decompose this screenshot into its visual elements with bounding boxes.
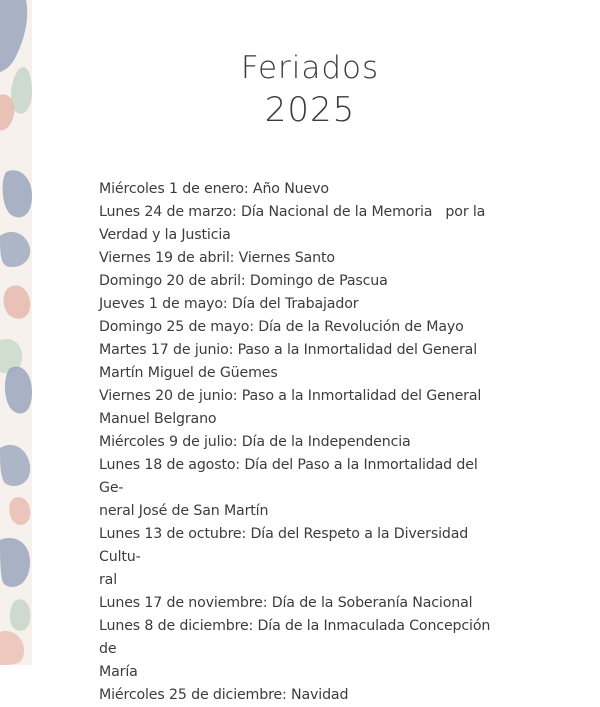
document-page — [32, 0, 600, 703]
page-year: 2025 — [264, 90, 356, 130]
holiday-item — [99, 523, 499, 592]
holiday-line: Martín Miguel de Güemes — [99, 365, 278, 381]
holiday-item — [99, 454, 499, 523]
holiday-item — [99, 201, 499, 247]
holiday-line: Miércoles 9 de julio: Día de la Independencia — [99, 434, 411, 450]
holiday-item — [99, 592, 499, 615]
holiday-line: Jueves 1 de mayo: Día del Trabajador — [99, 296, 359, 312]
decor-shape — [0, 445, 30, 486]
holiday-item — [99, 431, 499, 454]
holiday-item — [99, 178, 499, 201]
holiday-line: Miércoles 1 de enero: Año Nuevo — [99, 181, 329, 197]
decor-shape — [0, 631, 24, 665]
holiday-line: Martes 17 de junio: Paso a la Inmortalidad del General — [99, 342, 478, 358]
holiday-line: ral — [99, 572, 118, 588]
decor-shape — [0, 232, 30, 267]
decor-shape — [4, 285, 31, 318]
holiday-item — [99, 316, 499, 339]
holiday-item — [99, 684, 499, 707]
holiday-line: María — [99, 664, 138, 680]
holiday-line: Miércoles 25 de diciembre: Navidad — [99, 687, 349, 703]
decorative-side-strip — [0, 0, 32, 665]
holiday-item — [99, 339, 499, 385]
holiday-line: Lunes 8 de diciembre: Día de la Inmaculada Concepción de — [99, 618, 491, 657]
holiday-item — [99, 270, 499, 293]
holiday-item — [99, 615, 499, 684]
holiday-line: Verdad y la Justicia — [99, 227, 231, 243]
holiday-line: Viernes 20 de junio: Paso a la Inmortalidad del General — [99, 388, 482, 404]
holiday-list — [99, 178, 499, 707]
page-title: Feriados — [240, 50, 380, 86]
decor-shape — [0, 538, 30, 587]
holiday-line: Lunes 17 de noviembre: Día de la Soberanía Nacional — [99, 595, 473, 611]
holiday-item — [99, 385, 499, 431]
decor-shape — [9, 497, 30, 525]
holiday-line: Domingo 20 de abril: Domingo de Pascua — [99, 273, 388, 289]
holiday-line: neral José de San Martín — [99, 503, 269, 519]
holiday-line: Domingo 25 de mayo: Día de la Revolución de Mayo — [99, 319, 464, 335]
holiday-item — [99, 293, 499, 316]
decor-shape — [5, 366, 32, 413]
holiday-item — [99, 247, 499, 270]
holiday-line: Viernes 19 de abril: Viernes Santo — [99, 250, 335, 266]
decor-shape — [3, 170, 32, 217]
holiday-line: Lunes 13 de octubre: Día del Respeto a la Diversidad Cultu- — [99, 526, 469, 565]
holiday-line: Lunes 18 de agosto: Día del Paso a la Inmortalidad del Ge- — [99, 457, 478, 496]
decor-shape — [10, 599, 30, 631]
decor-shape — [0, 0, 27, 72]
holiday-line: Manuel Belgrano — [99, 411, 217, 427]
holiday-line: Lunes 24 de marzo: Día Nacional de la Memoria por la — [99, 204, 486, 220]
decorative-pattern — [0, 0, 32, 665]
